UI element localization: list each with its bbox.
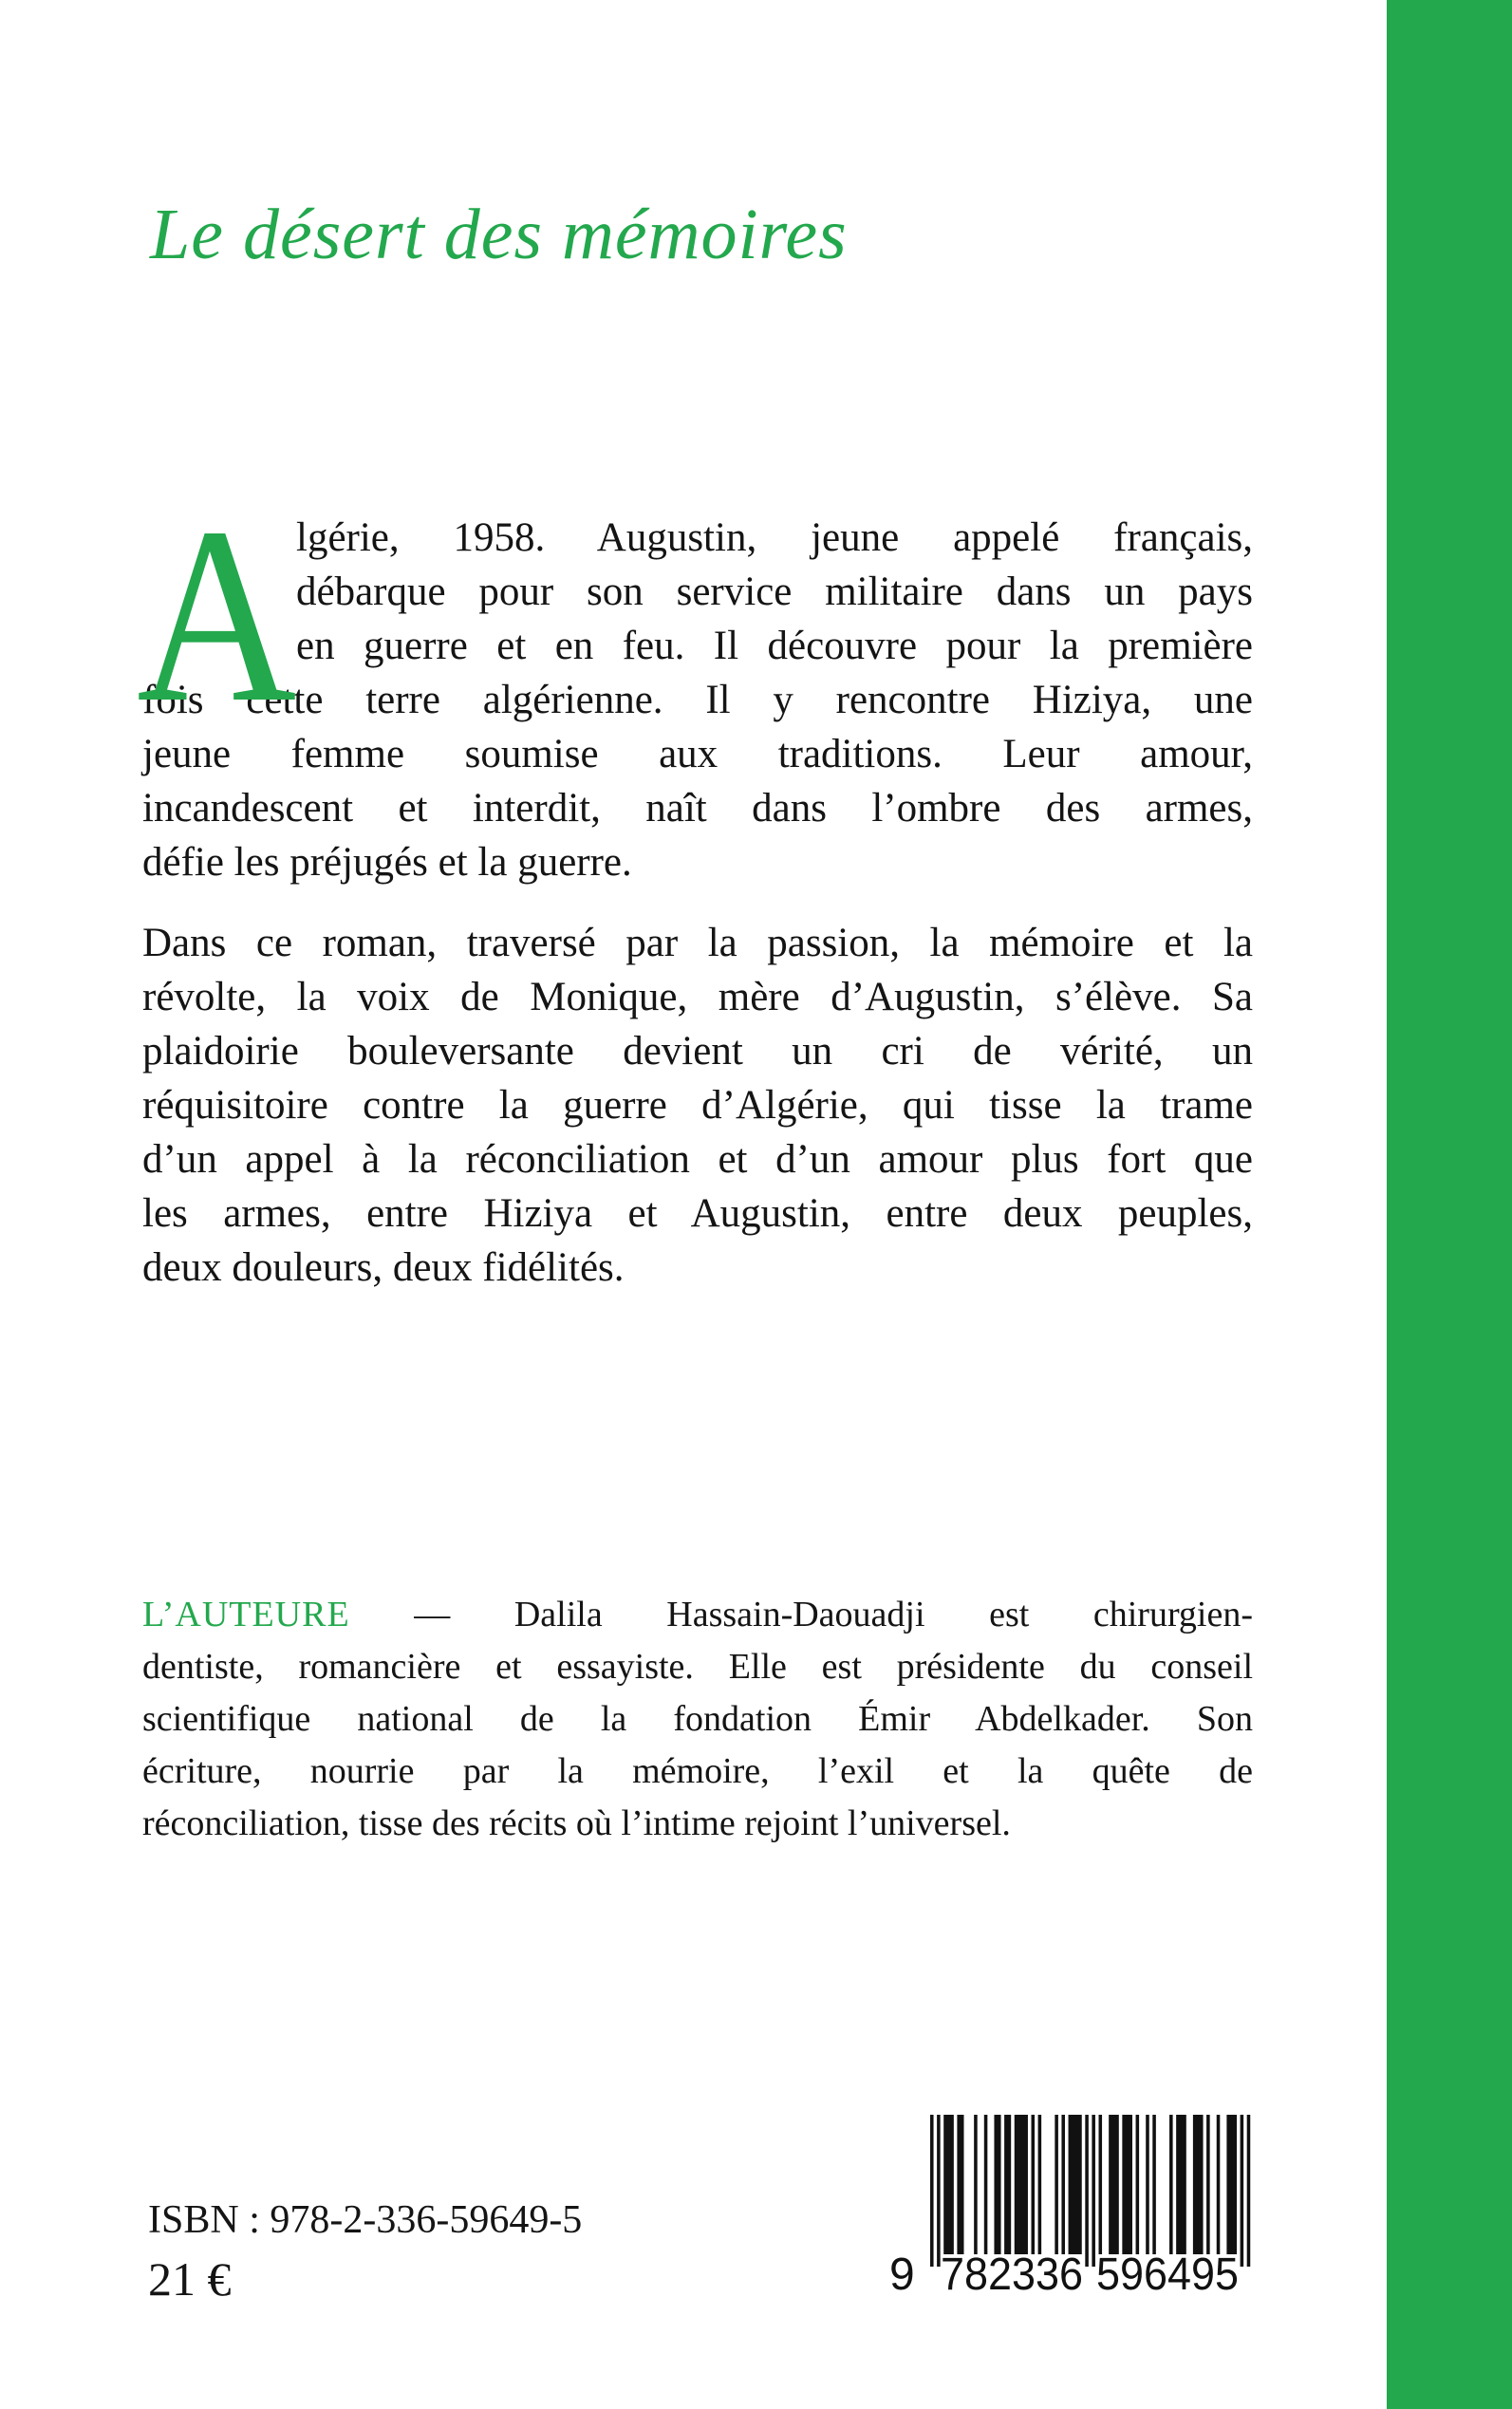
- author-lines: [142, 1641, 1253, 1850]
- barcode-digit-first: 9: [889, 2250, 915, 2295]
- text-line: d’un appel à la réconciliation et d’un amour plus fort que: [142, 1137, 1253, 1182]
- book-title: Le désert des mémoires: [150, 195, 848, 274]
- ean13-barcode: [886, 2115, 1256, 2295]
- paragraph-lines: [142, 511, 1253, 889]
- synopsis-paragraph-1: [137, 476, 1253, 889]
- isbn-text: ISBN : 978-2-336-59649-5: [148, 2198, 583, 2242]
- green-spine-stripe: [1387, 0, 1512, 2409]
- text-line: révolte, la voix de Monique, mère d’Augustin, s’élève. Sa: [142, 975, 1253, 1019]
- author-line-first: [142, 1589, 1253, 1641]
- text-line: deux douleurs, deux fidélités.: [142, 1245, 625, 1290]
- text-line: incandescent et interdit, naît dans l’ombre des armes,: [142, 786, 1253, 831]
- text-line: Dans ce roman, traversé par la passion, la mémoire et la: [142, 921, 1253, 965]
- text-line: débarque pour son service militaire dans un pays: [296, 570, 1253, 614]
- barcode-digits-group1: 782336: [941, 2250, 1083, 2295]
- text-line: dentiste, romancière et essayiste. Elle est présidente du conseil: [142, 1647, 1253, 1687]
- text-line: jeune femme soumise aux traditions. Leur amour,: [142, 732, 1253, 776]
- author-bio: [142, 1589, 1253, 1850]
- text-line: écriture, nourrie par la mémoire, l’exil et la quête de: [142, 1751, 1253, 1791]
- text-line: fois cette terre algérienne. Il y rencontre Hiziya, une: [142, 678, 1253, 722]
- barcode-bars: [930, 2115, 1250, 2267]
- text-line: en guerre et en feu. Il découvre pour la première: [296, 624, 1253, 668]
- synopsis: [137, 476, 1253, 1295]
- text-line: scientifique national de la fondation Émir Abdelkader. Son: [142, 1699, 1253, 1739]
- paragraph-lines: [142, 916, 1253, 1295]
- author-label: L’AUTEURE: [142, 1595, 350, 1634]
- barcode-digits-group2: 596495: [1096, 2250, 1239, 2295]
- synopsis-paragraph-2: [142, 916, 1253, 1295]
- text-line: réconciliation, tisse des récits où l’intime rejoint l’universel.: [142, 1803, 1011, 1843]
- text-line: défie les préjugés et la guerre.: [142, 840, 632, 885]
- author-line-first-rest: — Dalila Hassain-Daouadji est chirurgien-: [349, 1595, 1253, 1634]
- price-text: 21 €: [148, 2252, 232, 2306]
- text-line: réquisitoire contre la guerre d’Algérie, qui tisse la trame: [142, 1083, 1253, 1128]
- drop-cap-letter: A: [137, 476, 297, 755]
- text-line: lgérie, 1958. Augustin, jeune appelé français,: [296, 515, 1253, 560]
- text-line: les armes, entre Hiziya et Augustin, entre deux peuples,: [142, 1191, 1253, 1236]
- text-line: plaidoirie bouleversante devient un cri de vérité, un: [142, 1029, 1253, 1074]
